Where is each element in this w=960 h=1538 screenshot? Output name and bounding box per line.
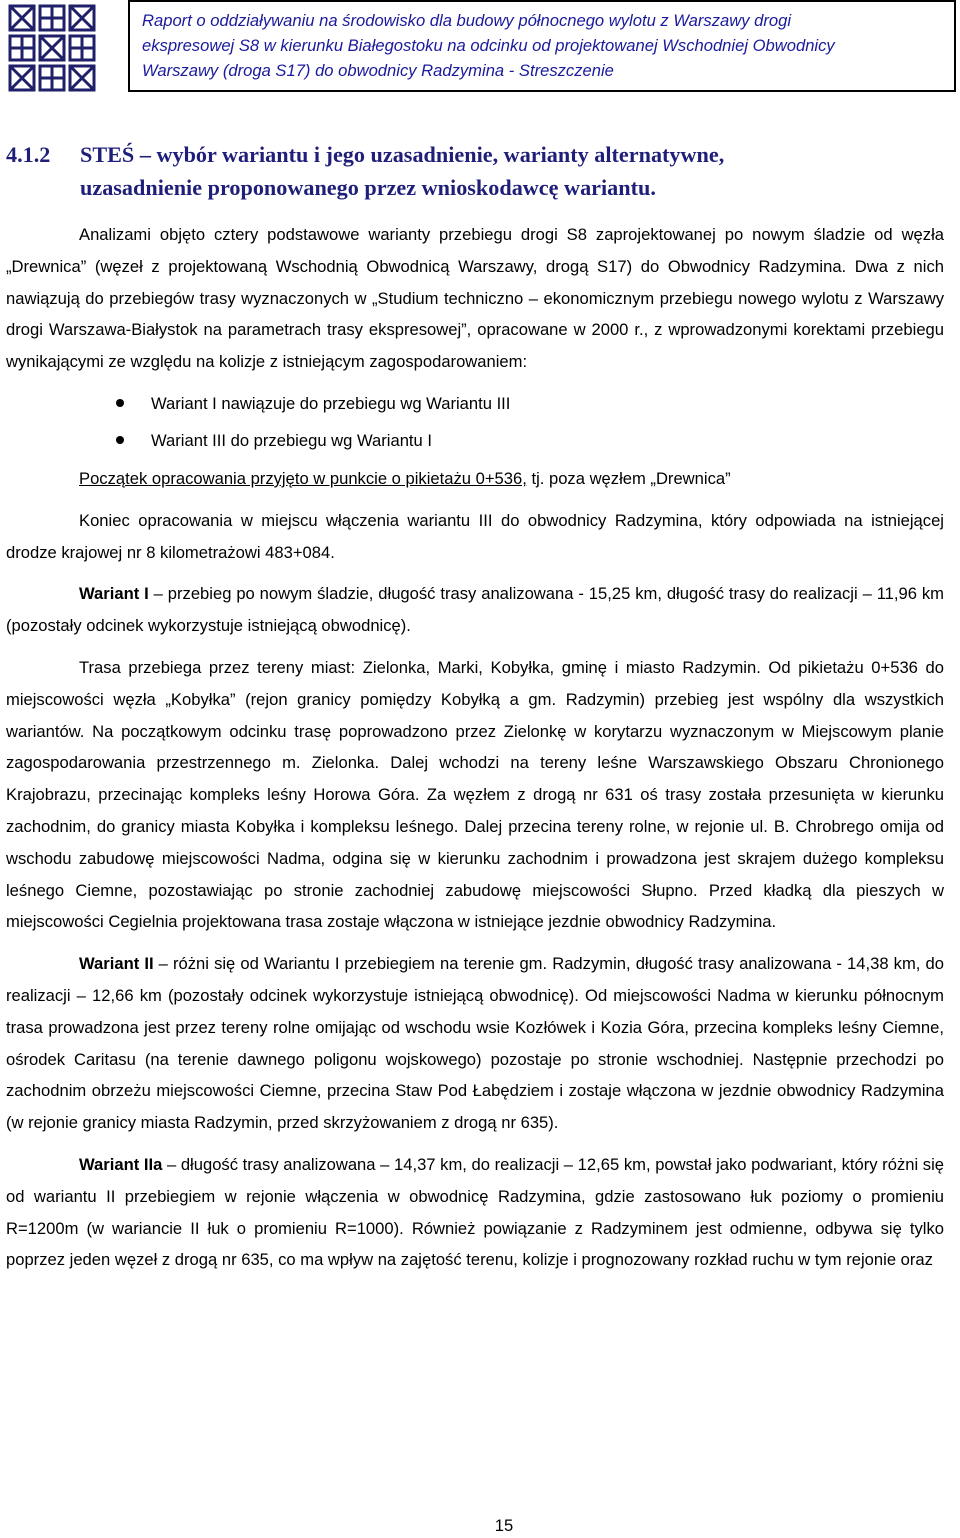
list-item (6, 422, 944, 459)
variant-2a-paragraph (6, 1149, 944, 1276)
variant-1-paragraph (6, 578, 944, 642)
logo-icon (6, 0, 128, 94)
variant-1-route-paragraph: Trasa przebiega przez tereny miast: Zielonka, Marki, Kobyłka, gminę i miasto Radzymin. Od pikietażu 0+536 do miejscowości węzła „Kobyłka” (rejon granicy pomiędzy Kobyłką a gm. Radzymin) przebieg jest wspólny dla wszystkich wariantów. Na początkowym odcinku trasę poprowadzono przez Zielonkę w korytarzu wyznaczonym w Miejscowym planie zagospodarowania przestrzennego m. Zielonka. Dalej wchodzi na tereny leśne Warszawskiego Obszaru Chronionego Krajobrazu, przecinając kompleks leśny Horowa Góra. Za węzłem z drogą nr 631 oś trasy została przesunięta w kierunku zachodnim, do granicy miasta Kobyłka i kompleksu leśnego. Dalej przecina tereny rolne, w rejonie ul. B. Chrobrego omija od wschodu zabudowę miejscowości Nadma, odgina się w kierunku zachodnim i prowadzona jest skrajem dużego kompleksu leśnego Ciemne, pozostawiając po stronie zachodniej zabudowę miejscowości Słupno. Przed kładką dla pieszych w miejscowości Cegielnia projektowana trasa zostaje włączona w istniejące jezdnie obwodnicy Radzymina. (6, 657, 944, 932)
section-title-line-1: STEŚ – wybór wariantu i jego uzasadnienie, warianty alternatywne, (80, 142, 725, 167)
variant-2-paragraph (6, 948, 944, 1139)
intro-paragraph: Analizami objęto cztery podstawowe warianty przebiegu drogi S8 zaprojektowanej po nowym śladzie od węzła „Drewnica” (węzeł z projektowaną Wschodnią Obwodnicą Warszawy, drogą S17) do Obwodnicy Radzymina. Dwa z nich nawiązują do przebiegów trasy wyznaczonych w „Studium techniczno – ekonomicznym przebiegu nowego wylotu z Warszawy drogi Warszawa-Białystok na parametrach trasy ekspresowej”, opracowane w 2000 r., z wprowadzonymi korektami przebiegu wynikającymi ze względu na kolizje z istniejącym zagospodarowaniem: (6, 225, 944, 372)
list-item-text: Wariant I nawiązuje do przebiegu wg Wariantu III (151, 393, 511, 413)
bullet-icon (116, 436, 124, 444)
variant-2a-label: Wariant IIa (79, 1154, 163, 1174)
bullet-icon (116, 399, 124, 407)
section-number: 4.1.2 (6, 142, 51, 167)
start-paragraph (6, 463, 944, 495)
header-title-line-3: Warszawy (droga S17) do obwodnicy Radzymina - Streszczenie (142, 61, 614, 80)
document-body (6, 219, 944, 1276)
variant-1-label: Wariant I (79, 584, 149, 604)
start-rest-text: tj. poza węzłem „Drewnica” (526, 468, 731, 488)
list-item (6, 385, 944, 422)
section-title-line-2: uzasadnienie proponowanego przez wnioskodawcę wariantu. (80, 175, 656, 200)
header-title-line-1: Raport o oddziaływaniu na środowisko dla budowy północnego wylotu z Warszawy drogi (142, 11, 792, 30)
variant-1-text: – przebieg po nowym śladzie, długość trasy analizowana - 15,25 km, długość trasy do realizacji – 11,96 km (pozostały odcinek wykorzystuje istniejącą obwodnicę). (6, 584, 944, 636)
variant-2-text: – różni się od Wariantu I przebiegiem na terenie gm. Radzymin, długość trasy analizowana - 14,38 km, do realizacji – 12,66 km (pozostały odcinek wykorzystuje istniejącą obwodnicę). Od miejscowości Nadma w kierunku północnym trasa prowadzona jest przez tereny rolne omijając od wschodu wsie Kozłówek i Kozia Góra, przecina kompleks leśny Ciemne, ośrodek Caritasu (na terenie dawnego poligonu wojskowego) pozostaje po stronie wschodniej. Następnie przechodzi po zachodnim obrzeżu miejscowości Ciemne, przecina Staw Pod Łabędziem i zostaje włączona w jezdnie obwodnicy Radzymina (w rejonie granicy miasta Radzymin, przed skrzyżowaniem z drogą nr 635). (6, 954, 944, 1133)
list-item-text: Wariant III do przebiegu wg Wariantu I (151, 430, 432, 450)
variant-2a-text: – długość trasy analizowana – 14,37 km, do realizacji – 12,65 km, powstał jako podwariant, który różni się od wariantu II przebiegiem w rejonie włączenia w obwodnicę Radzymina, gdzie zastosowano łuk poziomy o promieniu R=1200m (w wariancie II łuk o promieniu R=1000). Również powiązanie z Radzyminem jest odmienne, odbywa się tylko poprzez jeden węzeł z drogą nr 635, co ma wpływ na zajętość terenu, kolizje i prognozowany rozkład ruchu w tym rejonie oraz (6, 1154, 944, 1270)
document-header (128, 0, 956, 92)
end-paragraph: Koniec opracowania w miejscu włączenia wariantu III do obwodnicy Radzymina, który odpowiada na istniejącej drodze krajowej nr 8 kilometrażowi 483+084. (6, 510, 944, 562)
section-heading (6, 138, 946, 204)
header-title-line-2: ekspresowej S8 w kierunku Białegostoku na odcinku od projektowanej Wschodniej Obwodnicy (142, 36, 835, 55)
start-underlined-text: Początek opracowania przyjęto w punkcie o pikietażu 0+536, (79, 468, 527, 488)
page-number: 15 (494, 1516, 514, 1535)
variant-2-label: Wariant II (79, 954, 154, 974)
variant-list (6, 385, 944, 459)
